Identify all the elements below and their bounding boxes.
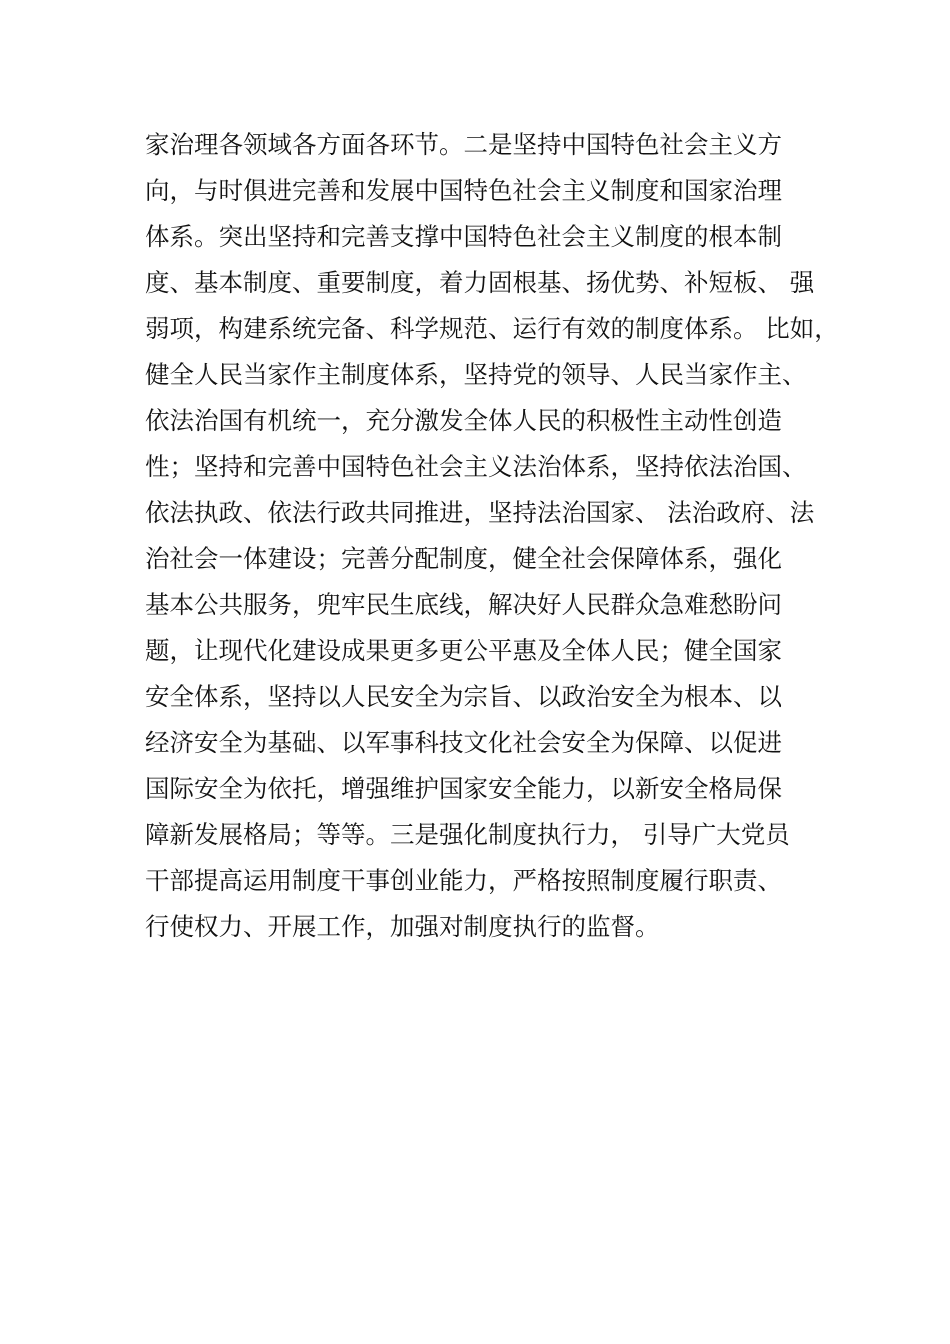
text-line: 弱项，构建系统完备、科学规范、运行有效的制度体系。 比如， [145,314,839,343]
text-line: 健全人民当家作主制度体系，坚持党的领导、人民当家作主、 [145,360,807,389]
text-line: 安全体系，坚持以人民安全为宗旨、以政治安全为根本、以 [145,682,782,711]
text-line: 体系。突出坚持和完善支撑中国特色社会主义制度的根本制 [145,222,782,251]
text-line: 性；坚持和完善中国特色社会主义法治体系，坚持依法治国、 [145,452,807,481]
text-line: 题，让现代化建设成果更多更公平惠及全体人民；健全国家 [145,636,782,665]
text-line: 依法执政、依法行政共同推进，坚持法治国家、 法治政府、法 [145,498,815,527]
text-line: 基本公共服务，兜牢民生底线，解决好人民群众急难愁盼问 [145,590,782,619]
text-line: 向，与时俱进完善和发展中国特色社会主义制度和国家治理 [145,176,782,205]
text-line: 行使权力、开展工作，加强对制度执行的监督。 [145,912,660,941]
text-line: 障新发展格局；等等。三是强化制度执行力， 引导广大党员 [145,820,790,849]
text-line: 家治理各领域各方面各环节。二是坚持中国特色社会主义方 [145,130,782,159]
text-line: 治社会一体建设；完善分配制度，健全社会保障体系，强化 [145,544,782,573]
text-line: 依法治国有机统一，充分激发全体人民的积极性主动性创造 [145,406,782,435]
text-line: 国际安全为依托，增强维护国家安全能力，以新安全格局保 [145,774,782,803]
text-line: 度、基本制度、重要制度，着力固根基、扬优势、补短板、 强 [145,268,815,297]
body-paragraph [145,122,845,950]
text-line: 经济安全为基础、以军事科技文化社会安全为保障、以促进 [145,728,782,757]
text-line: 干部提高运用制度干事创业能力，严格按照制度履行职责、 [145,866,782,895]
